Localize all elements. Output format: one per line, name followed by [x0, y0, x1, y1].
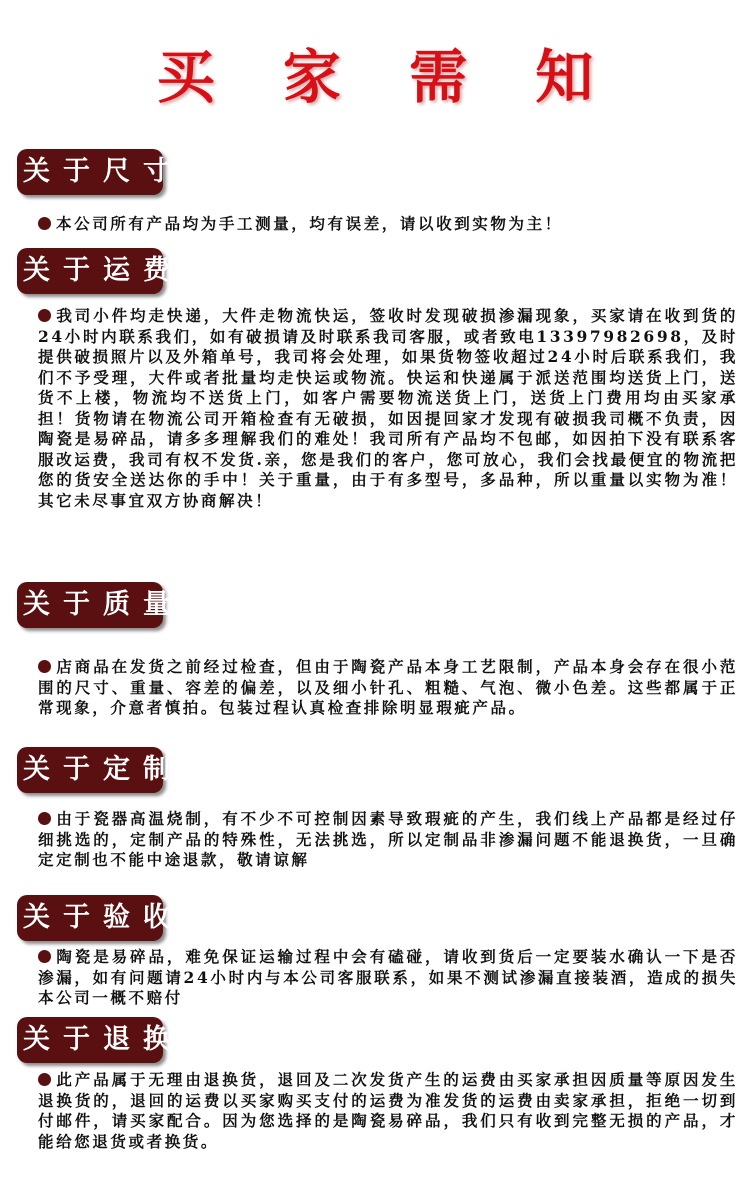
heading-inspection: 关于验收: [17, 895, 163, 941]
section-body-returns: [38, 1070, 738, 1152]
section-text-size: 本公司所有产品均为手工测量，均有误差，请以收到实物为主！: [56, 214, 563, 233]
section-body-size: [38, 214, 738, 235]
section-text-shipping: 我司小件均走快递，大件走物流快运，签收时发现破损渗漏现象，买家请在收到货的24小时内联系我们，如有破损请及时联系我司客服，或者致电13397982698，及时提供破损照片以及外箱单号，我司将会处理，如果货物签收超过24小时后联系我们，我们不予受理，大件或者批量均走快运或物流。快运和快递属于派送范围均送货上门，送货不上楼，物流均不送货上门，如客户需要物流送货上门，送货上门费用均由买家承担！货物请在物流公司开箱检查有无破损，如因提回家才发现有破损我司概不负责，因陶瓷是易碎品，请多多理解我们的难处！我司所有产品均不包邮，如因拍下没有联系客服改运费，我司有权不发货.亲，您是我们的客户，您可放心，我们会找最便宜的物流把您的货安全送达你的手中！关于重量，由于有多型号，多品种，所以重量以实物为准！其它未尽事宜双方协商解决！: [38, 306, 738, 510]
bullet-icon: [38, 217, 51, 230]
bullet-icon: [38, 812, 51, 825]
heading-shipping: 关于运费: [17, 248, 163, 294]
section-text-inspection: 陶瓷是易碎品，难免保证运输过程中会有磕碰，请收到货后一定要装水确认一下是否渗漏，如有问题请24小时内与本公司客服联系，如果不测试渗漏直接装酒，造成的损失本公司一概不赔付: [38, 947, 738, 1007]
section-body-shipping: [38, 306, 738, 511]
section-text-custom: 由于瓷器高温烧制，有不少不可控制因素导致瑕疵的产生，我们线上产品都是经过仔细挑选的，定制产品的特殊性，无法挑选，所以定制品非渗漏问题不能退换货，一旦确定定制也不能中途退款，敬请谅解: [38, 809, 738, 869]
section-body-quality: [38, 657, 738, 719]
bullet-icon: [38, 950, 51, 963]
heading-returns: 关于退换: [17, 1017, 163, 1063]
heading-size: 关于尺寸: [17, 149, 163, 195]
heading-custom: 关于定制: [17, 747, 163, 793]
section-text-returns: 此产品属于无理由退换货，退回及二次发货产生的运费由买家承担因质量等原因发生退换货的，退回的运费以买家购买支付的运费为准发货的运费由卖家承担，拒绝一切到付邮件，请买家配合。因为您选择的是陶瓷易碎品，我们只有收到完整无损的产品，才能给您退货或者换货。: [38, 1070, 738, 1151]
section-body-custom: [38, 809, 738, 871]
bullet-icon: [38, 660, 51, 673]
section-body-inspection: [38, 947, 738, 1009]
bullet-icon: [38, 1073, 51, 1086]
heading-quality: 关于质量: [17, 582, 163, 628]
section-text-quality: 店商品在发货之前经过检查，但由于陶瓷产品本身工艺限制，产品本身会存在很小范围的尺寸、重量、容差的偏差，以及细小针孔、粗糙、气泡、微小色差。这些都属于正常现象，介意者慎拍。包装过程认真检查排除明显瑕疵产品。: [38, 657, 738, 717]
bullet-icon: [38, 309, 51, 322]
page-title: 买 家 需 知: [156, 43, 618, 111]
